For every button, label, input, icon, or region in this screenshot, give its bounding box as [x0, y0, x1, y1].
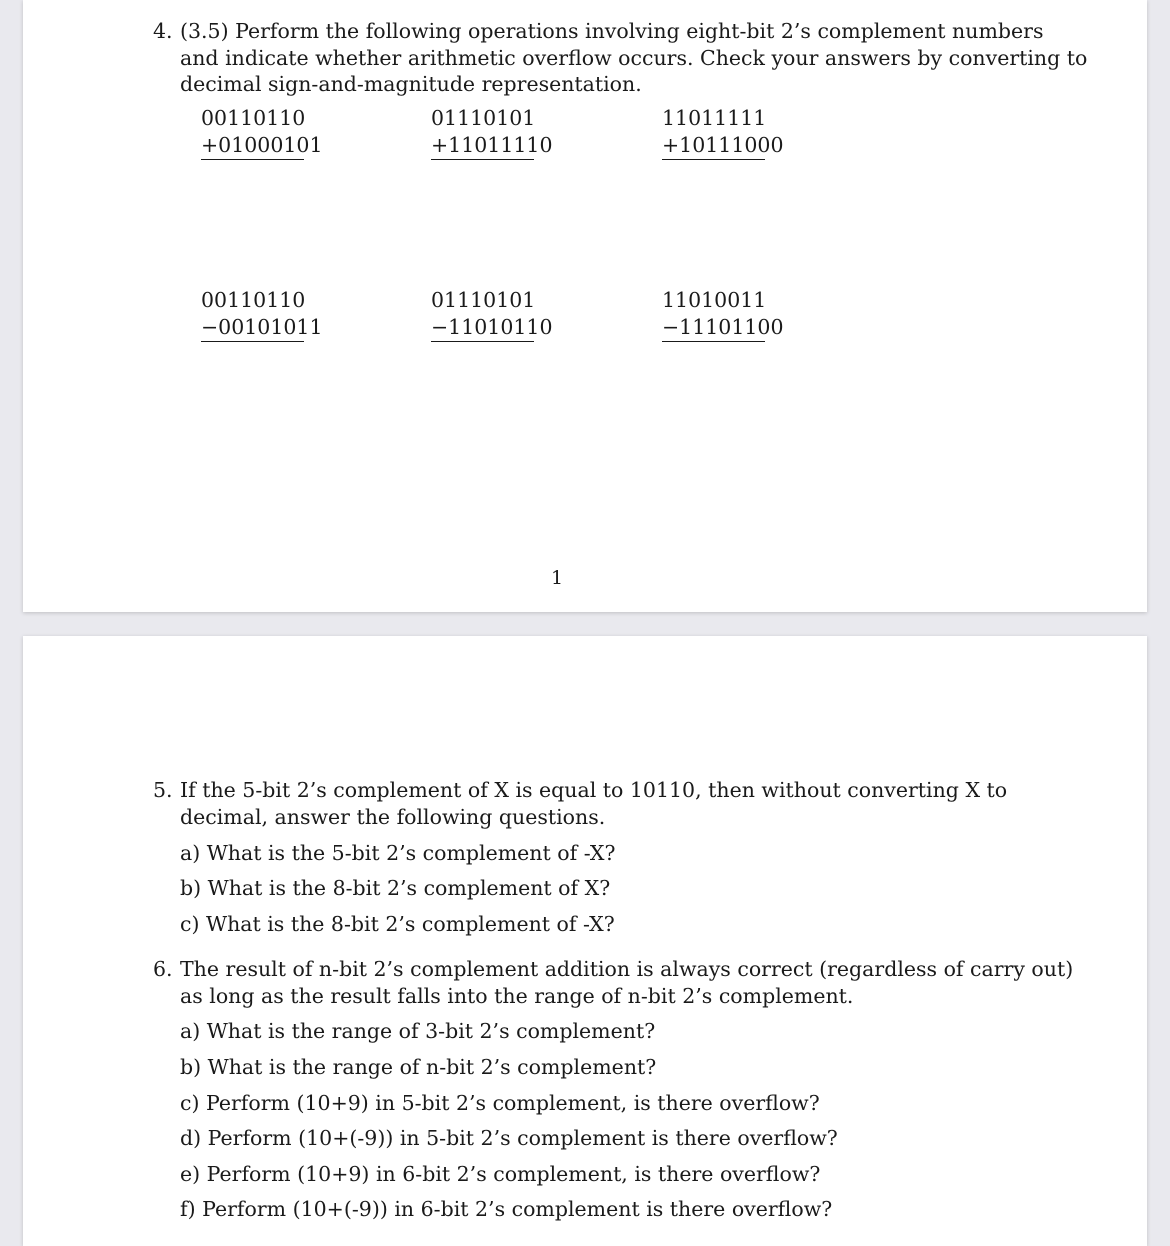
question-6-number: 6. — [153, 957, 173, 981]
addition-3 — [662, 105, 784, 160]
question-6-item-b: b) What is the range of n-bit 2’s complement? — [180, 1055, 657, 1079]
question-4-number: 4. — [153, 19, 173, 43]
question-4-line-2: and indicate whether arithmetic overflow occurs. Check your answers by converting to — [180, 45, 1088, 70]
subtraction-3-operand-b: −11101100 — [662, 314, 765, 342]
addition-1-operand-b: +01000101 — [201, 132, 304, 160]
subtraction-1-operand-a: 00110110 — [201, 288, 306, 312]
subtraction-1-operand-b: −00101011 — [201, 314, 304, 342]
subtraction-2 — [431, 287, 553, 342]
page-number: 1 — [551, 567, 564, 589]
question-5-line-1: If the 5-bit 2’s complement of X is equal to 10110, then without converting X to — [180, 778, 1008, 802]
question-4 — [153, 18, 1088, 98]
subtraction-1 — [201, 287, 323, 342]
subtraction-2-operand-a: 01110101 — [431, 288, 536, 312]
question-4-line-1: (3.5) Perform the following operations involving eight-bit 2’s complement numbers — [180, 19, 1044, 43]
question-5-item-c: c) What is the 8-bit 2’s complement of -X? — [180, 912, 615, 936]
question-6-item-a: a) What is the range of 3-bit 2’s complement? — [180, 1019, 656, 1043]
question-6 — [153, 956, 1074, 1009]
addition-3-operand-a: 11011111 — [662, 106, 767, 130]
addition-2 — [431, 105, 553, 160]
document-page-1 — [23, 0, 1147, 612]
document-page-2 — [23, 636, 1147, 1246]
addition-1-operand-a: 00110110 — [201, 106, 306, 130]
question-5-line-2: decimal, answer the following questions. — [180, 804, 606, 829]
question-5-number: 5. — [153, 778, 173, 802]
question-6-item-c: c) Perform (10+9) in 5-bit 2’s complement, is there overflow? — [180, 1091, 820, 1115]
question-4-line-3: decimal sign-and-magnitude representation. — [180, 72, 642, 96]
addition-1 — [201, 105, 323, 160]
addition-2-operand-b: +11011110 — [431, 132, 534, 160]
question-6-item-d: d) Perform (10+(-9)) in 5-bit 2’s complement is there overflow? — [180, 1126, 838, 1150]
question-6-item-f: f) Perform (10+(-9)) in 6-bit 2’s complement is there overflow? — [180, 1197, 833, 1221]
subtraction-3-operand-a: 11010011 — [662, 288, 767, 312]
addition-2-operand-a: 01110101 — [431, 106, 536, 130]
subtraction-3 — [662, 287, 784, 342]
question-5 — [153, 777, 1008, 830]
question-5-item-a: a) What is the 5-bit 2’s complement of -X? — [180, 841, 616, 865]
question-6-line-2: as long as the result falls into the range of n-bit 2’s complement. — [180, 983, 854, 1008]
question-5-item-b: b) What is the 8-bit 2’s complement of X? — [180, 876, 611, 900]
addition-3-operand-b: +10111000 — [662, 132, 765, 160]
question-6-line-1: The result of n-bit 2’s complement addition is always correct (regardless of carry out) — [180, 957, 1074, 981]
subtraction-2-operand-b: −11010110 — [431, 314, 534, 342]
question-6-item-e: e) Perform (10+9) in 6-bit 2’s complement, is there overflow? — [180, 1162, 821, 1186]
